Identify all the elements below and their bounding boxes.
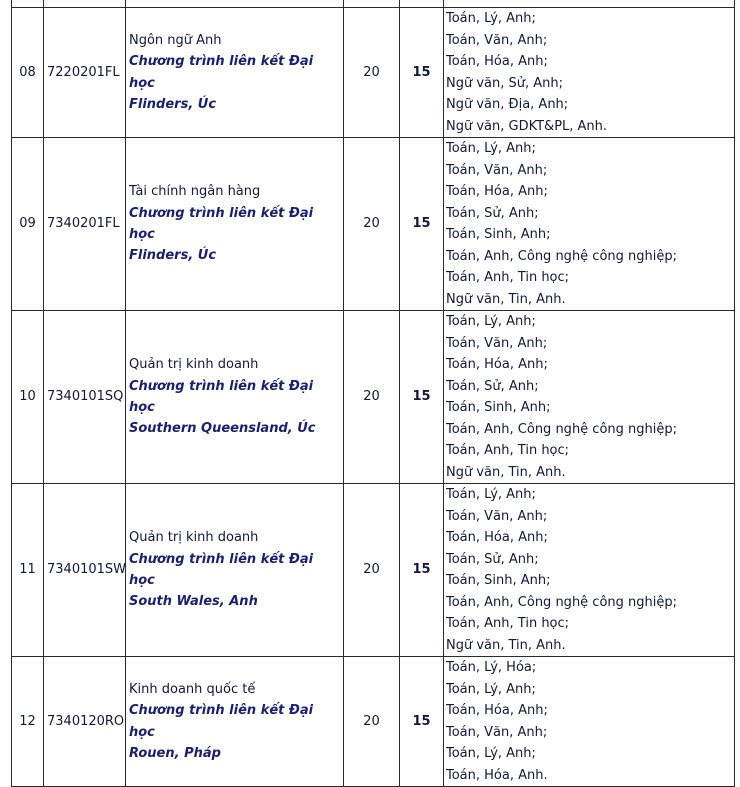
major-name-cell	[126, 657, 344, 787]
program-line-2: Rouen, Pháp	[129, 745, 221, 761]
subject-combos	[444, 138, 735, 311]
table-row	[12, 138, 735, 311]
subject-combo: Toán, Lý, Anh;	[446, 141, 536, 156]
quota: 20	[344, 657, 400, 787]
subject-combo: Toán, Anh, Công nghệ công nghiệp;	[446, 248, 678, 264]
subject-combo: Toán, Hóa, Anh;	[446, 530, 548, 545]
subject-combo: Toán, Sử, Anh;	[446, 378, 539, 394]
subject-combo: Toán, Hóa, Anh;	[446, 703, 548, 718]
major-name-cell	[126, 8, 344, 138]
min-score: 15	[400, 484, 444, 657]
admission-table	[11, 0, 735, 787]
subject-combo: Ngữ văn, Địa, Anh;	[446, 97, 569, 112]
subject-combo: Toán, Anh, Công nghệ công nghiệp;	[446, 421, 678, 437]
major-code: 7340120RO	[44, 657, 126, 787]
subject-combo: Toán, Văn, Anh;	[446, 335, 548, 351]
subject-combo: Toán, Anh, Công nghệ công nghiệp;	[446, 594, 678, 610]
program-line-1: Chương trình liên kết Đại học	[129, 205, 314, 242]
program-line-2: Southern Queensland, Úc	[129, 421, 316, 437]
subject-combo: Toán, Sinh, Anh;	[446, 227, 551, 242]
quota: 20	[344, 8, 400, 138]
min-score: 15	[400, 657, 444, 787]
major-name-cell	[126, 484, 344, 657]
major-code: 7340201FL	[44, 138, 126, 311]
subject-combo: Toán, Anh, Tin học;	[446, 616, 570, 631]
min-score: 15	[400, 138, 444, 311]
quota: 20	[344, 484, 400, 657]
subject-combo: Toán, Lý, Hóa;	[446, 660, 537, 675]
subject-combo: Ngữ văn, Sử, Anh;	[446, 75, 564, 91]
row-number: 11	[12, 484, 44, 657]
program-line-1: Chương trình liên kết Đại học	[129, 54, 314, 91]
quota: 20	[344, 311, 400, 484]
table-row	[12, 8, 735, 138]
subject-combo: Ngữ văn, Tin, Anh.	[446, 291, 566, 307]
major-name-cell	[126, 311, 344, 484]
subject-combo: Toán, Sinh, Anh;	[446, 573, 551, 588]
table-body	[12, 0, 735, 787]
subject-combos	[444, 657, 735, 787]
subject-combos	[444, 311, 735, 484]
subject-combos	[444, 8, 735, 138]
subject-combo: Toán, Lý, Anh;	[446, 314, 536, 329]
major-name: Kinh doanh quốc tế	[129, 681, 256, 697]
quota: 20	[344, 138, 400, 311]
subject-combo: Toán, Lý, Anh;	[446, 746, 536, 761]
row-number: 09	[12, 138, 44, 311]
major-name-cell	[126, 138, 344, 311]
table-row	[12, 0, 735, 8]
row-number: 12	[12, 657, 44, 787]
row-number: 08	[12, 8, 44, 138]
table-row	[12, 311, 735, 484]
subject-combo: Toán, Lý, Anh;	[446, 11, 536, 26]
min-score: 15	[400, 311, 444, 484]
row-number: 10	[12, 311, 44, 484]
major-name: Quản trị kinh doanh	[129, 530, 259, 546]
subject-combo: Toán, Anh, Tin học;	[446, 270, 570, 285]
subject-combo: Ngữ văn, GDKT&PL, Anh.	[446, 118, 608, 134]
subject-combo: Ngữ văn, Tin, Anh.	[446, 637, 566, 653]
program-line-2: Flinders, Úc	[129, 248, 217, 264]
major-code: 7340101SQ	[44, 311, 126, 484]
subject-combos	[444, 484, 735, 657]
program-line-1: Chương trình liên kết Đại học	[129, 551, 314, 588]
program-line-1: Chương trình liên kết Đại học	[129, 703, 314, 740]
subject-combo: Toán, Hóa, Anh;	[446, 184, 548, 199]
program-line-2: Flinders, Úc	[129, 96, 217, 112]
table-row	[12, 657, 735, 787]
program-line-1: Chương trình liên kết Đại học	[129, 378, 314, 415]
subject-combo: Toán, Sử, Anh;	[446, 551, 539, 567]
major-code: 7220201FL	[44, 8, 126, 138]
subject-combo: Toán, Văn, Anh;	[446, 508, 548, 524]
subject-combo: Toán, Hóa, Anh;	[446, 357, 548, 372]
subject-combo: Toán, Văn, Anh;	[446, 724, 548, 740]
subject-combo: Toán, Lý, Anh;	[446, 681, 536, 697]
subject-combo: Toán, Hóa, Anh;	[446, 54, 548, 69]
subject-combo: Toán, Hóa, Anh.	[446, 767, 548, 783]
subject-combo: Toán, Văn, Anh;	[446, 32, 548, 48]
subject-combo: Ngữ văn, Tin, Anh.	[446, 464, 566, 480]
subject-combo: Toán, Văn, Anh;	[446, 162, 548, 178]
subject-combo: Toán, Sử, Anh;	[446, 205, 539, 221]
major-code: 7340101SW	[44, 484, 126, 657]
subject-combo: Toán, Sinh, Anh;	[446, 400, 551, 415]
major-name: Tài chính ngân hàng	[129, 184, 261, 200]
subject-combo: Toán, Lý, Anh;	[446, 487, 536, 502]
major-name: Ngôn ngữ Anh	[129, 32, 222, 48]
program-line-2: South Wales, Anh	[129, 594, 258, 610]
min-score: 15	[400, 8, 444, 138]
subject-combo: Toán, Anh, Tin học;	[446, 443, 570, 458]
table-row	[12, 484, 735, 657]
major-name: Quản trị kinh doanh	[129, 357, 259, 373]
